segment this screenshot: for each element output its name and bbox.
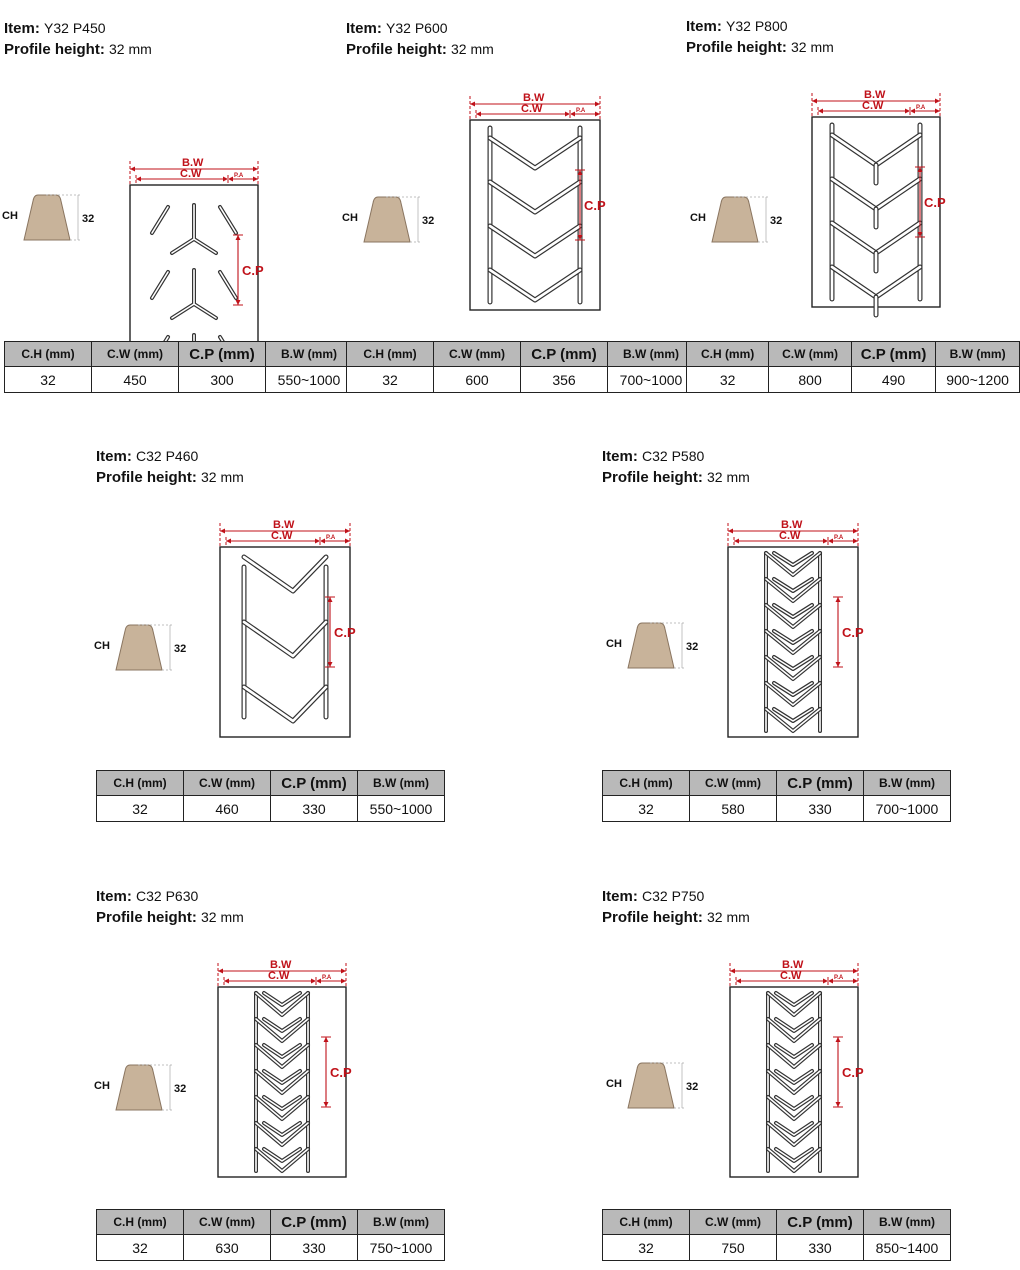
height-value: 32 xyxy=(770,215,783,227)
profile-cross-section xyxy=(94,1065,186,1110)
spec-value-cell: 330 xyxy=(271,1235,358,1261)
spec-value-cell: 32 xyxy=(97,796,184,822)
pa-label: P.A xyxy=(834,535,844,541)
spec-header-cell: B.W (mm) xyxy=(358,1210,445,1235)
spec-value-row xyxy=(687,367,1020,393)
spec-value-cell: 900~1200 xyxy=(936,367,1020,393)
spec-header-cell: B.W (mm) xyxy=(864,1210,951,1235)
height-value: 32 xyxy=(686,1081,699,1093)
profile-cross-section xyxy=(606,1063,698,1108)
spec-header-cell: C.P (mm) xyxy=(777,771,864,796)
pa-label: P.A xyxy=(322,975,332,981)
spec-header-cell: C.H (mm) xyxy=(5,342,92,367)
spec-value-row xyxy=(97,796,445,822)
ch-label: CH xyxy=(342,212,358,224)
height-value: 32 xyxy=(82,213,95,225)
spec-header-cell: C.W (mm) xyxy=(184,1210,271,1235)
profile-height-label: Profile height: xyxy=(96,469,197,486)
cp-label: C.P xyxy=(842,625,864,640)
ch-label: CH xyxy=(690,212,706,224)
profile-height-line xyxy=(4,39,152,60)
profile-height-line xyxy=(96,907,244,928)
item-label: Item: xyxy=(4,20,40,37)
spec-value-cell: 330 xyxy=(271,796,358,822)
profile-shape xyxy=(116,625,162,670)
profile-cross-section xyxy=(342,197,434,242)
pa-label: P.A xyxy=(916,105,926,111)
spec-value-cell: 32 xyxy=(5,367,92,393)
profile-height-value: 32 mm xyxy=(791,39,834,55)
belt-pattern xyxy=(218,987,346,1177)
spec-value-cell: 750~1000 xyxy=(358,1235,445,1261)
cp-label: C.P xyxy=(242,263,264,278)
ch-label: CH xyxy=(606,1078,622,1090)
profile-height-value: 32 mm xyxy=(707,909,750,925)
profile-height-line xyxy=(686,37,834,58)
pa-label: P.A xyxy=(234,173,244,179)
cw-label: C.W xyxy=(862,100,884,112)
belt-diagram xyxy=(686,72,1016,312)
ch-label: CH xyxy=(94,1080,110,1092)
item-label: Item: xyxy=(686,18,722,35)
spec-header-cell: C.H (mm) xyxy=(97,771,184,796)
spec-value-cell: 356 xyxy=(521,367,608,393)
item-line xyxy=(96,446,244,467)
item-line xyxy=(602,446,750,467)
item-code: C32 P460 xyxy=(136,448,199,464)
profile-height-label: Profile height: xyxy=(686,39,787,56)
spec-value-cell: 700~1000 xyxy=(864,796,951,822)
spec-value-cell: 490 xyxy=(851,367,935,393)
spec-header-cell: C.W (mm) xyxy=(769,342,852,367)
item-label: Item: xyxy=(602,888,638,905)
profile-height-line xyxy=(346,39,494,60)
cp-label: C.P xyxy=(334,625,356,640)
item-code: C32 P580 xyxy=(642,448,705,464)
item-title-block xyxy=(602,886,750,928)
profile-shape xyxy=(712,197,758,242)
spec-header-row xyxy=(5,342,353,367)
bw-label: B.W xyxy=(182,157,204,169)
profile-height-line xyxy=(602,907,750,928)
profile-height-label: Profile height: xyxy=(602,909,703,926)
spec-value-cell: 330 xyxy=(777,1235,864,1261)
spec-value-row xyxy=(347,367,695,393)
cp-label: C.P xyxy=(842,1065,864,1080)
spec-value-cell: 330 xyxy=(777,796,864,822)
profile-shape xyxy=(628,623,674,668)
item-label: Item: xyxy=(96,888,132,905)
spec-header-cell: C.W (mm) xyxy=(690,771,777,796)
spec-table xyxy=(346,341,695,393)
item-title-block xyxy=(96,886,244,928)
spec-value-cell: 300 xyxy=(179,367,266,393)
spec-table xyxy=(4,341,353,393)
spec-header-row xyxy=(603,1210,951,1235)
spec-header-cell: B.W (mm) xyxy=(358,771,445,796)
item-title-block xyxy=(96,446,244,488)
spec-header-cell: C.W (mm) xyxy=(690,1210,777,1235)
spec-value-cell: 630 xyxy=(184,1235,271,1261)
cw-label: C.W xyxy=(271,530,293,542)
bw-label: B.W xyxy=(781,519,803,531)
profile-height-line xyxy=(602,467,750,488)
spec-table xyxy=(602,1209,951,1261)
belt-diagram xyxy=(96,505,426,755)
spec-value-row xyxy=(97,1235,445,1261)
bw-label: B.W xyxy=(523,92,545,104)
belt-diagram xyxy=(602,505,932,755)
profile-cross-section xyxy=(690,197,782,242)
profile-cross-section xyxy=(94,625,186,670)
profile-height-value: 32 mm xyxy=(451,41,494,57)
cw-label: C.W xyxy=(780,970,802,982)
bw-label: B.W xyxy=(864,89,886,101)
profile-height-line xyxy=(96,467,244,488)
profile-height-label: Profile height: xyxy=(602,469,703,486)
item-code: Y32 P450 xyxy=(44,20,106,36)
profile-shape xyxy=(24,195,70,240)
item-line xyxy=(602,886,750,907)
pa-label: P.A xyxy=(834,975,844,981)
cw-label: C.W xyxy=(779,530,801,542)
spec-header-row xyxy=(687,342,1020,367)
height-value: 32 xyxy=(174,1083,187,1095)
bw-label: B.W xyxy=(270,959,292,971)
spec-table xyxy=(686,341,1020,393)
profile-shape xyxy=(364,197,410,242)
spec-table xyxy=(602,770,951,822)
spec-value-cell: 550~1000 xyxy=(266,367,353,393)
item-code: Y32 P800 xyxy=(726,18,788,34)
height-value: 32 xyxy=(174,643,187,655)
profile-height-value: 32 mm xyxy=(201,469,244,485)
spec-header-cell: C.P (mm) xyxy=(271,1210,358,1235)
spec-table xyxy=(96,770,445,822)
spec-header-cell: C.W (mm) xyxy=(434,342,521,367)
spec-header-row xyxy=(347,342,695,367)
profile-shape xyxy=(116,1065,162,1110)
item-title-block xyxy=(686,16,834,58)
spec-value-cell: 550~1000 xyxy=(358,796,445,822)
item-title-block xyxy=(346,18,494,60)
ch-label: CH xyxy=(2,210,18,222)
spec-value-cell: 32 xyxy=(687,367,769,393)
spec-value-cell: 32 xyxy=(603,796,690,822)
bw-label: B.W xyxy=(273,519,295,531)
belt-diagram xyxy=(342,75,676,315)
spec-header-cell: C.W (mm) xyxy=(92,342,179,367)
spec-value-cell: 450 xyxy=(92,367,179,393)
profile-height-value: 32 mm xyxy=(109,41,152,57)
spec-header-cell: C.P (mm) xyxy=(777,1210,864,1235)
spec-value-cell: 32 xyxy=(97,1235,184,1261)
belt-diagram xyxy=(0,75,330,315)
spec-header-cell: C.P (mm) xyxy=(851,342,935,367)
profile-shape xyxy=(628,1063,674,1108)
item-code: Y32 P600 xyxy=(386,20,448,36)
spec-header-row xyxy=(97,1210,445,1235)
spec-header-cell: B.W (mm) xyxy=(608,342,695,367)
profile-height-label: Profile height: xyxy=(96,909,197,926)
spec-header-cell: B.W (mm) xyxy=(266,342,353,367)
item-title-block xyxy=(602,446,750,488)
cp-label: C.P xyxy=(924,195,946,210)
belt-pattern xyxy=(730,987,858,1177)
spec-value-cell: 32 xyxy=(347,367,434,393)
item-line xyxy=(4,18,152,39)
ch-label: CH xyxy=(94,640,110,652)
item-label: Item: xyxy=(602,448,638,465)
spec-header-cell: C.H (mm) xyxy=(603,1210,690,1235)
spec-header-cell: C.H (mm) xyxy=(97,1210,184,1235)
item-label: Item: xyxy=(96,448,132,465)
cw-label: C.W xyxy=(521,103,543,115)
item-line xyxy=(686,16,834,37)
item-label: Item: xyxy=(346,20,382,37)
spec-header-row xyxy=(97,771,445,796)
spec-header-cell: B.W (mm) xyxy=(936,342,1020,367)
item-line xyxy=(346,18,494,39)
item-line xyxy=(96,886,244,907)
spec-header-cell: C.P (mm) xyxy=(521,342,608,367)
spec-value-cell: 580 xyxy=(690,796,777,822)
height-value: 32 xyxy=(422,215,435,227)
spec-value-cell: 460 xyxy=(184,796,271,822)
spec-value-cell: 32 xyxy=(603,1235,690,1261)
profile-height-value: 32 mm xyxy=(707,469,750,485)
profile-cross-section xyxy=(2,195,94,240)
pa-label: P.A xyxy=(326,535,336,541)
spec-value-row xyxy=(603,1235,951,1261)
spec-value-row xyxy=(603,796,951,822)
cw-label: C.W xyxy=(180,168,202,180)
profile-cross-section xyxy=(606,623,698,668)
belt-diagram xyxy=(96,945,426,1195)
item-title-block xyxy=(4,18,152,60)
item-code: C32 P750 xyxy=(642,888,705,904)
spec-header-row xyxy=(603,771,951,796)
spec-header-cell: C.H (mm) xyxy=(603,771,690,796)
spec-header-cell: B.W (mm) xyxy=(864,771,951,796)
profile-height-value: 32 mm xyxy=(201,909,244,925)
spec-header-cell: C.H (mm) xyxy=(347,342,434,367)
profile-height-label: Profile height: xyxy=(346,41,447,58)
spec-header-cell: C.W (mm) xyxy=(184,771,271,796)
spec-header-cell: C.P (mm) xyxy=(271,771,358,796)
profile-height-label: Profile height: xyxy=(4,41,105,58)
pa-label: P.A xyxy=(576,108,586,114)
spec-header-cell: C.H (mm) xyxy=(687,342,769,367)
height-value: 32 xyxy=(686,641,699,653)
spec-value-cell: 700~1000 xyxy=(608,367,695,393)
belt-diagram xyxy=(602,945,932,1195)
belt-pattern xyxy=(812,117,940,315)
spec-value-cell: 850~1400 xyxy=(864,1235,951,1261)
cw-label: C.W xyxy=(268,970,290,982)
ch-label: CH xyxy=(606,638,622,650)
cp-label: C.P xyxy=(330,1065,352,1080)
spec-value-row xyxy=(5,367,353,393)
cp-label: C.P xyxy=(584,198,606,213)
spec-value-cell: 800 xyxy=(769,367,852,393)
spec-table xyxy=(96,1209,445,1261)
spec-value-cell: 750 xyxy=(690,1235,777,1261)
spec-value-cell: 600 xyxy=(434,367,521,393)
item-code: C32 P630 xyxy=(136,888,199,904)
bw-label: B.W xyxy=(782,959,804,971)
spec-header-cell: C.P (mm) xyxy=(179,342,266,367)
